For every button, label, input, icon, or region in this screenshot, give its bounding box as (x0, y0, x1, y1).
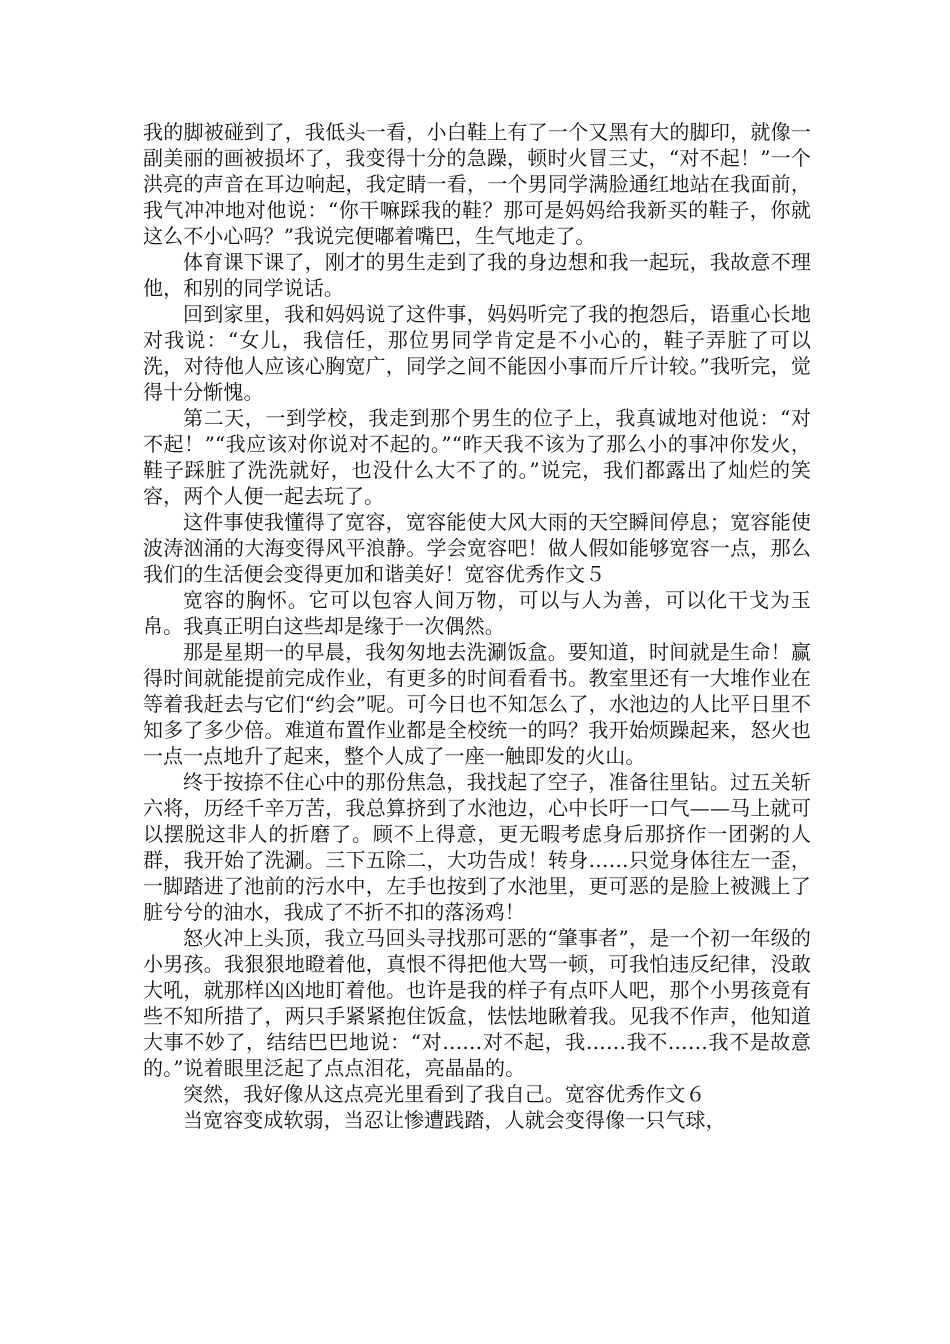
paragraph-10: 突然，我好像从这点亮光里看到了我自己。宽容优秀作文６ (183, 1082, 706, 1106)
paragraph-2: 体育课下课了，刚才的男生走到了我的身边想和我一起玩，我故意不理他，和别的同学说话。 (143, 250, 811, 300)
paragraph-8: 终于按捺不住心中的那份焦急，我找起了空子，准备往里钻。过五关斩六将，历经千辛万苦，我总算挤到了水池边，心中长吁一口气——马上就可以摆脱这非人的折磨了。顾不上得意，更无暇考虑身后那挤作一团粥的人群，我开始了洗涮。三下五除二，大功告成！转身……只觉身体往左一歪，一脚踏进了池前的污水中，左手也按到了水池里，更可恶的是脸上被溅上了脏兮兮的油水，我成了不折不扣的落汤鸡！ (143, 770, 811, 924)
paragraph-9: 怒火冲上头顶，我立马回头寻找那可恶的“肇事者”，是一个初一年级的小男孩。我狠狠地瞪着他，真恨不得把他大骂一顿，可我怕违反纪律，没敢大吼，就那样凶凶地盯着他。也许是我的样子有点吓人吧，那个小男孩竟有些不知所措了，两只手紧紧抱住饭盒，怯怯地瞅着我。见我不作声，他知道大事不妙了，结结巴巴地说：“对……对不起，我……我不……我不是故意的。”说着眼里泛起了点点泪花，亮晶晶的。 (143, 926, 811, 1080)
paragraph-11: 当宽容变成软弱，当忍让惨遭践踏，人就会变得像一只气球， (183, 1108, 726, 1132)
paragraph-6: 宽容的胸怀。它可以包容人间万物，可以与人为善，可以化干戈为玉帛。我真正明白这些却是缘于一次偶然。 (143, 588, 811, 638)
paragraph-5: 这件事使我懂得了宽容，宽容能使大风大雨的天空瞬间停息；宽容能使波涛汹涌的大海变得风平浪静。学会宽容吧！做人假如能够宽容一点，那么我们的生活便会变得更加和谐美好！宽容优秀作文５ (143, 510, 811, 586)
paragraph-7: 那是星期一的早晨，我匆匆地去洗涮饭盒。要知道，时间就是生命！赢得时间就能提前完成作业，有更多的时间看看书。教室里还有一大堆作业在等着我赶去与它们“约会”呢。可今日也不知怎么了，水池边的人比平日里不知多了多少倍。难道布置作业都是全校统一的吗？我开始烦躁起来，怒火也一点一点地升了起来，整个人成了一座一触即发的火山。 (143, 640, 811, 768)
document-page (143, 119, 811, 1133)
paragraph-1: 我的脚被碰到了，我低头一看，小白鞋上有了一个又黑有大的脚印，就像一副美丽的画被损坏了，我变得十分的急躁，顿时火冒三丈，“对不起！”一个洪亮的声音在耳边响起，我定睛一看，一个男同学满脸通红地站在我面前，我气冲冲地对他说：“你干嘛踩我的鞋？那可是妈妈给我新买的鞋子，你就这么不小心吗？”我说完便嘟着嘴巴，生气地走了。 (143, 120, 811, 248)
paragraph-4: 第二天，一到学校，我走到那个男生的位子上，我真诚地对他说：“对不起！”“我应该对你说对不起的。”“昨天我不该为了那么小的事冲你发火，鞋子踩脏了洗洗就好，也没什么大不了的。”说完，我们都露出了灿烂的笑容，两个人便一起去玩了。 (143, 406, 811, 508)
paragraph-3: 回到家里，我和妈妈说了这件事，妈妈听完了我的抱怨后，语重心长地对我说：“女儿，我信任，那位男同学肯定是不小心的，鞋子弄脏了可以洗，对待他人应该心胸宽广，同学之间不能因小事而斤斤计较。”我听完，觉得十分惭愧。 (143, 302, 811, 404)
